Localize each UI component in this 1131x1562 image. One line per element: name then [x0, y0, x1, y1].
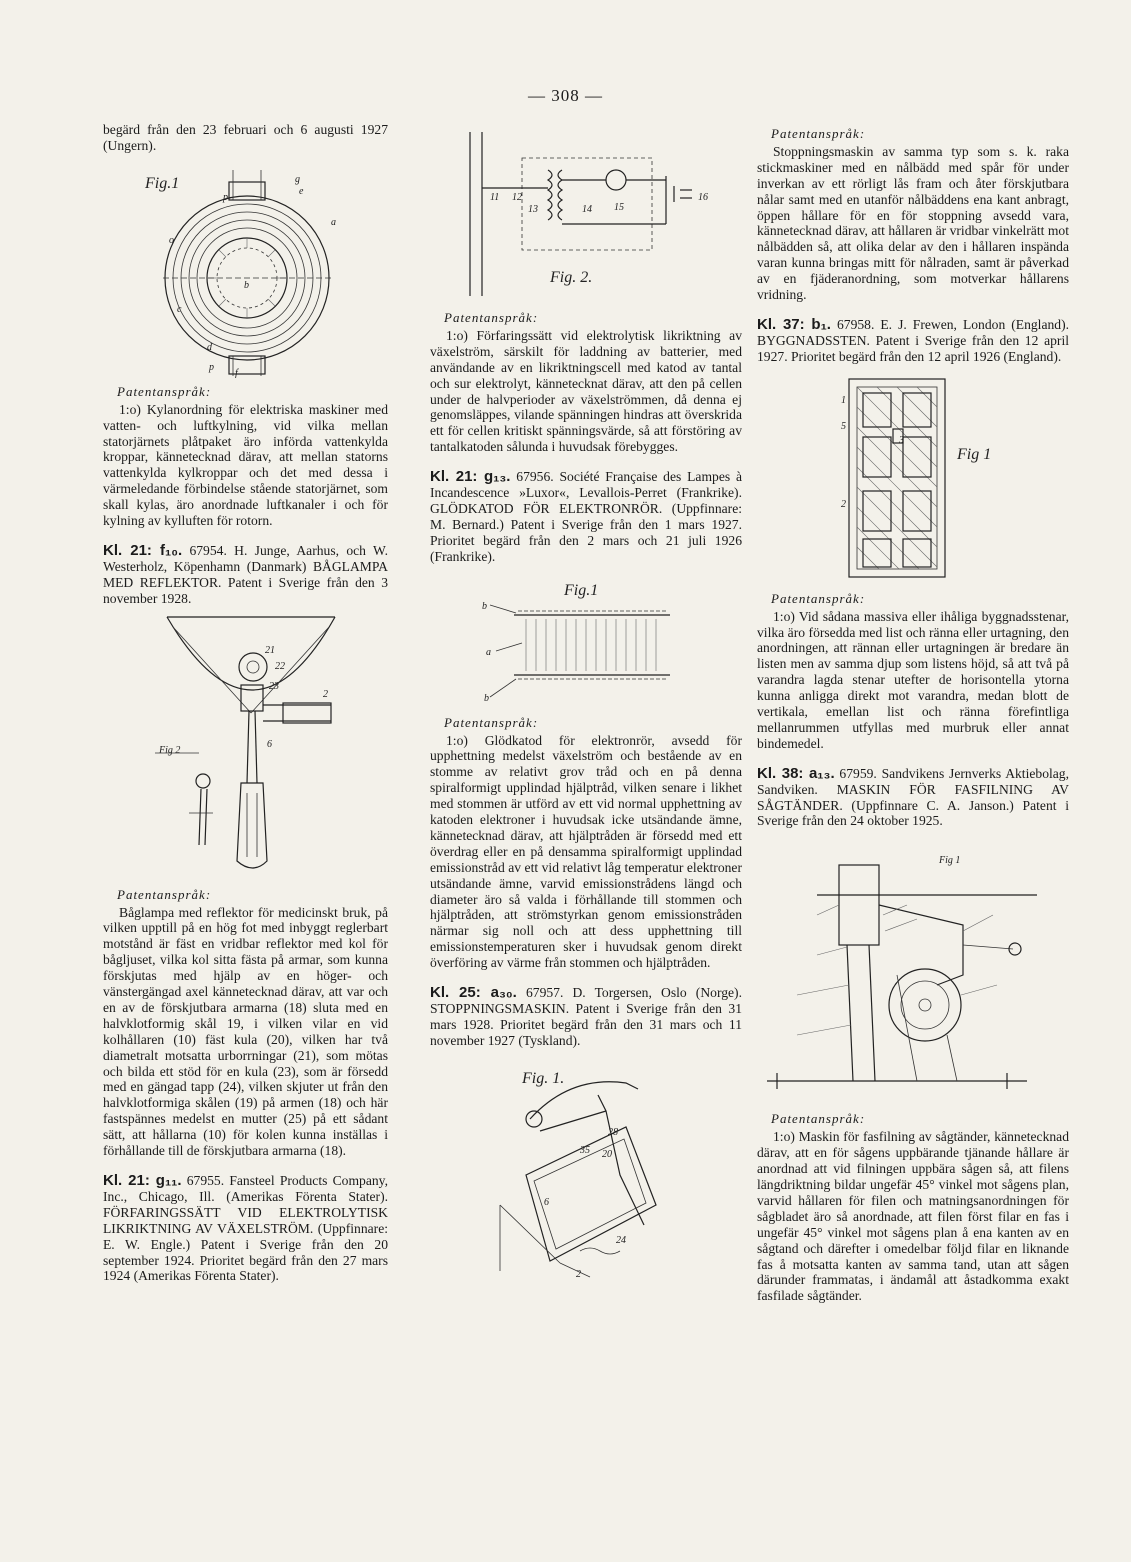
- svg-text:p: p: [223, 191, 228, 203]
- claim-text: 1:o) Kylanordning för elektriska maskiner med vatten- och luftkylning, vid vilka mellan statorjärnets plåtpaket äro införda vattenkylda kroppar, kännetecknad därav, att mellan statorns vattenkylda kylkroppar och det med dessa i värmeledande förbindelse stående statorjärnet, som skall kylas, äro anordnade luftkanaler i och för kylning av kylluften för rotorn.: [103, 401, 388, 529]
- column-1: [103, 122, 388, 1284]
- claim-text: 1:o) Vid sådana massiva eller ihåliga byggnadsstenar, vilka äro försedda med list och ränna eller urtagning, den anordningen, att rännan eller urtagningen är bredare än listen men av samma djup som listens höjd, så att två på varandra lagda stenar utefter de horisontella ytorna kunna anligga direkt mot varandra, medan blott de vertikala, emellan list och ränna förefintliga mellanrummen utfyllas med murbruk eller annat bindemedel.: [757, 608, 1069, 751]
- svg-text:c: c: [177, 303, 182, 315]
- patent-entry: [103, 543, 388, 607]
- patent-entry-text: 67956. Société Française des Lampes à Incandescence »Luxor«, Levallois-Perret (Frankrike). GLÖDKATOD FÖR ELEKTRONRÖR. (Uppfinnare: M. Bernard.) Patent i Sverige från den 1 mars 1927. Prioritet begärd från den 2 mars och 21 juli 1926 (Frankrike).: [430, 469, 742, 564]
- svg-text:24: 24: [616, 1234, 626, 1246]
- svg-text:23: 23: [269, 680, 279, 692]
- patent-entry: [430, 469, 742, 564]
- claim-text: Stoppningsmaskin av samma typ som s. k. raka stickmaskiner med en nålbädd med spår för under inverkan av ett rörligt lås fram och åter förskjutbara nålar samt med en utanför nålbäddens ena kant anbragt, öppen hållare för en för stoppning avsedd vara, kännetecknad därav, att hållaren är vridbar vinkelrätt mot nålbädden så, att olika delar av den i hållaren inspända varan kunna bringas mitt för nålraden, samt är påverkad av en fjäderanordning, som motverkar hållarens vridning.: [757, 143, 1069, 303]
- svg-text:1: 1: [841, 394, 846, 406]
- svg-text:12: 12: [512, 192, 522, 203]
- figure-caption: Fig 2: [159, 744, 181, 756]
- svg-text:2: 2: [323, 688, 328, 700]
- patent-entry-text: 67959. Sandvikens Jernverks Aktiebolag, Sandviken. MASKIN FÖR FASFILNING AV SÅGTÄNDER. (Uppfinnare C. A. Janson.) Patent i Sverige från den 24 oktober 1925.: [757, 765, 1069, 829]
- claim-text: 1:o) Maskin för fasfilning av sågtänder, kännetecknad därav, att en för sågens uppbärande tjänande hållare är anordnad att vid filningen uppbära sågen så, att filens längdriktning bildar ungefär 45° vinkel mot sågens plan, varvid hållaren för filen och matningsanordningen för sågbladet äro så anordnade, att filen först filar en fas i ungefär 45° vinkel mot sågens plan å ena kanten av en sågtand och därefter i omedelbar följd filar en liknande fas å motsatta kanten av samma tand, utan att sågen därunder frammatas, i ändamål att åstadkomma exakt fasfilade sågtänder.: [757, 1129, 1069, 1304]
- patent-class: Kl. 38: a₁₃.: [757, 764, 835, 782]
- svg-text:2: 2: [841, 498, 846, 510]
- cathode-coil-figure: [430, 571, 742, 709]
- patent-entry-text: 67957. D. Torgersen, Oslo (Norge). STOPPNINGSMASKIN. Patent i Sverige från den 31 mars 1928. Prioritet begärd från den 31 mars och 11 november 1927 (Tyskland).: [430, 985, 742, 1048]
- svg-text:35: 35: [580, 1144, 590, 1156]
- intro-text: begärd från den 23 februari och 6 augusti 1927 (Ungern).: [103, 122, 388, 153]
- page-number: — 308 —: [528, 86, 603, 105]
- patent-class: Kl. 37: b₁.: [757, 315, 831, 333]
- claim-text: Båglampa med reflektor för medicinskt bruk, på vilken upptill på en hög fot med inbyggt reglerbart motstånd är fäst en vridbar reflektor med kol för båglјuset, vilka kol sitta fästa på armar, som kunna förskjutas med hjälp av en höger- och vänstergängad axel kännetecknad därav, att var och en av de förskjutbara armarna (18) sluta med en halvklotformig skål 19, i vilken vilar en vid kolhållaren (10) fäst kula (20), vilken har två diametralt motsatta urborrningar (21), som mötas och bilda ett stöd för en kula (23), som är försedd med en gängad tapp (24), vilken skjuter ut från den halvklotformiga skålen (19) på armen (18) och här fastspännes medelst en mutter (25) på ett sådant sätt, att hållarna (10) för kolen kunna inställas i förhållande till de förskjutbara armarna (18).: [103, 904, 388, 1159]
- svg-text:21: 21: [265, 644, 275, 656]
- patent-class: Kl. 21: f₁₀.: [103, 541, 183, 559]
- figure-caption: Fig 1: [957, 445, 992, 463]
- svg-text:f: f: [235, 367, 238, 378]
- svg-text:a: a: [486, 646, 491, 658]
- arc-lamp-figure: [103, 613, 388, 881]
- svg-text:6: 6: [267, 738, 272, 750]
- svg-text:16: 16: [698, 192, 708, 203]
- darning-machine-figure: [430, 1055, 742, 1281]
- claim-title: Patentanspråk:: [771, 126, 866, 141]
- patent-entry: [430, 985, 742, 1049]
- saw-filing-machine-figure: [757, 835, 1069, 1105]
- claim-title: Patentanspråk:: [771, 1111, 866, 1127]
- svg-text:o: o: [169, 234, 174, 246]
- svg-text:p: p: [209, 361, 214, 373]
- patent-entry-text: 67955. Fansteel Products Company, Inc., Chicago, Ill. (Amerikas Förenta Stater). FÖRFARINGSSÄTT VID ELEKTROLYTISK LIKRIKTNING AV VÄXELSTRÖM. (Uppfinnare: E. W. Engle.) Patent i Sverige från den 20 september 1924. Prioritet begärd från den 27 mars 1924 (Amerikas Förenta Stater).: [103, 1173, 388, 1284]
- rectifier-circuit-figure: [430, 128, 742, 304]
- svg-text:5: 5: [841, 420, 846, 432]
- claim-title: Patentanspråk:: [117, 886, 212, 902]
- patent-entry: [757, 317, 1069, 365]
- figure-caption: Fig.1: [145, 174, 180, 192]
- figure-caption: Fig 1: [939, 855, 961, 867]
- svg-text:b: b: [484, 692, 489, 704]
- claim-title: Patentanspråk:: [117, 383, 212, 399]
- patent-entry: [103, 1173, 388, 1284]
- patent-entry: [757, 766, 1069, 830]
- svg-text:22: 22: [275, 660, 285, 672]
- patent-class: Kl. 25: a₃₀.: [430, 984, 517, 1002]
- svg-text:13: 13: [528, 204, 538, 215]
- patent-entry-text: 67958. E. J. Frewen, London (England). BYGGNADSSTEN. Patent i Sverige från den 12 april 1927. Prioritet begärd från den 12 april 1926 (England).: [757, 316, 1069, 364]
- stator-cooling-figure: [103, 160, 388, 378]
- claim-title: Patentanspråk:: [444, 714, 539, 730]
- patent-entry-text: 67954. H. Junge, Aarhus, och W. Westerholz, Köpenhamn (Danmark) BÅGLAMPA MED REFLEKTOR. Patent i Sverige från den 3 november 1928.: [103, 542, 388, 606]
- claim-text: 1:o) Förfaringssätt vid elektrolytisk likriktning av växelström, särskilt för laddning av batterier, med användande av en likriktningscell med katod av tantal och sur elektrolyt, kännetecknat därav, att den på cellen under de halvperioder av växelströmmen, då denna ej genomsläppes, vilande spänningen hindras att överskrida ett för cellen kritiskt spänningsvärde, så att förstöring av tantalkatoden sålunda i huvudsak förebygges.: [430, 327, 742, 455]
- svg-text:d: d: [207, 341, 212, 353]
- patent-class: Kl. 21: g₁₃.: [430, 468, 511, 486]
- svg-text:6: 6: [544, 1196, 549, 1208]
- svg-text:e: e: [299, 185, 304, 197]
- svg-text:2: 2: [576, 1268, 581, 1280]
- claim-title: Patentanspråk:: [444, 310, 539, 325]
- svg-text:11: 11: [490, 192, 500, 203]
- claim-text: 1:o) Glödkatod för elektronrör, avsedd för upphettning medelst växelström och bestående av en stomme av relativt grov tråd och en på denna spiralformigt upplindad hjälptråd, vilken senare i likhet med stommen är utförd av ett vid normal upphettning av katoden elektroner i huvudsak icke utsändande ämne, kännetecknad därav, att hjälptråden är försedd med ett överdrag eller en på densamma spiralformigt upplindad emissionstråd av ett vid relativt låg temperatur elektroner utsändande ämne, varvid emissionstrådens längd och diameter äro så valda i förhållande till stommen och hjälptråden, att strömstyrkan genom emissionstråden närmar sig noll och att dess upphettning till emissionstemperaturen sker i huvudsak genom direkt överföring av värme från stommen och hjälptråden.: [430, 732, 742, 971]
- patent-class: Kl. 21: g₁₁.: [103, 1172, 182, 1189]
- figure-caption: Fig. 2.: [550, 269, 593, 286]
- svg-text:g: g: [295, 173, 300, 185]
- svg-text:a: a: [331, 216, 336, 228]
- svg-text:b: b: [482, 600, 487, 612]
- svg-text:28: 28: [608, 1126, 618, 1138]
- building-stone-figure: [757, 371, 1069, 585]
- figure-caption: Fig.1: [564, 581, 599, 599]
- svg-text:15: 15: [614, 202, 624, 213]
- svg-text:14: 14: [582, 204, 592, 215]
- figure-caption: Fig. 1.: [522, 1069, 565, 1087]
- column-2: [430, 118, 742, 1287]
- svg-text:20: 20: [602, 1148, 612, 1160]
- column-3: [757, 122, 1069, 1304]
- svg-text:3: 3: [899, 434, 904, 446]
- svg-text:b: b: [244, 279, 249, 291]
- claim-title: Patentanspråk:: [771, 590, 866, 606]
